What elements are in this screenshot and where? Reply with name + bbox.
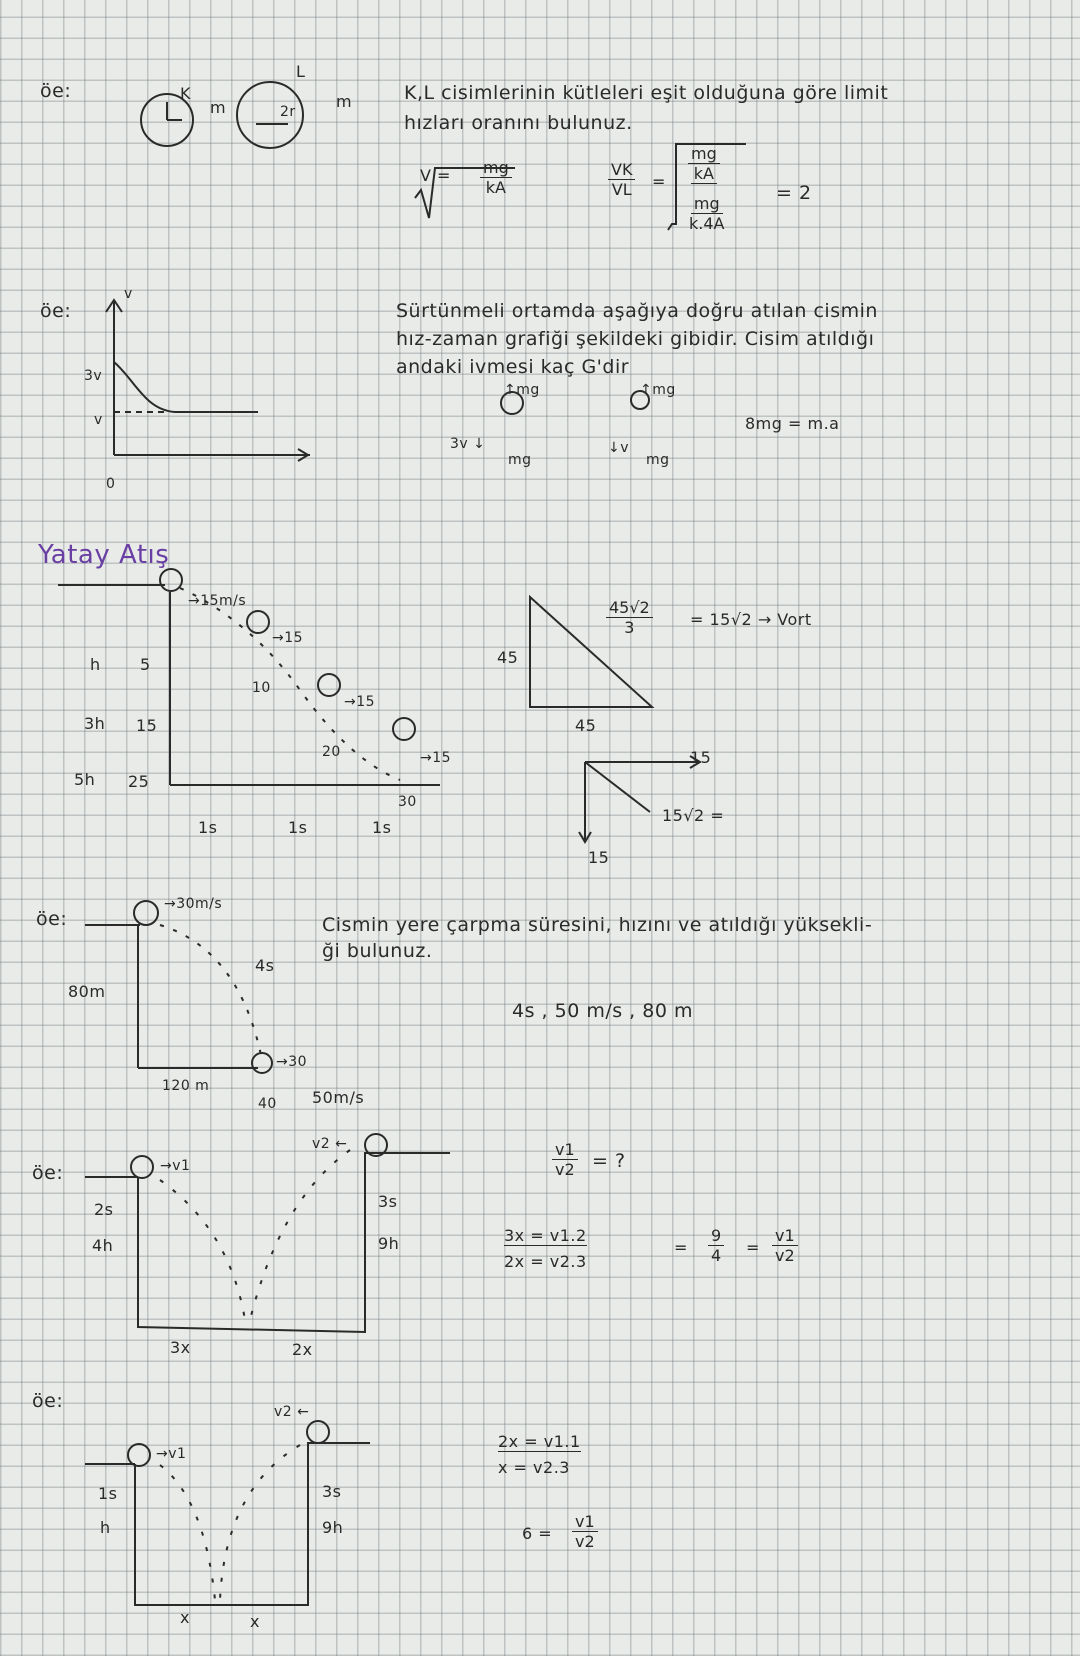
vx-label: →15 xyxy=(420,750,452,766)
ball xyxy=(160,569,182,591)
fraction xyxy=(572,1512,598,1551)
denominator: 3 xyxy=(624,618,635,637)
tick-3v: 3v xyxy=(84,368,103,384)
question-text: Cismin yere çarpma süresini, hızını ve atıldığı yüksekli- xyxy=(322,914,873,936)
example-label: öe: xyxy=(32,1162,64,1184)
velocity-curve xyxy=(114,362,258,412)
tick-0: 0 xyxy=(106,476,116,492)
fraction xyxy=(480,158,512,197)
equation: 8mg = m.a xyxy=(745,414,840,433)
vy-label: 40 xyxy=(258,1096,277,1112)
numerator: v1 xyxy=(552,1140,578,1160)
v2-label: v2 ← xyxy=(312,1136,348,1152)
numerator: 45√2 xyxy=(606,598,653,618)
numerator: 9 xyxy=(708,1226,724,1246)
numerator: v1 xyxy=(572,1512,598,1532)
numerator: v1 xyxy=(772,1226,798,1246)
force-down: mg xyxy=(646,452,670,468)
k-mass: m xyxy=(210,98,227,117)
numerator: mg xyxy=(688,144,720,164)
denominator: VL xyxy=(611,180,632,199)
vector-y-label: 15 xyxy=(588,848,610,867)
initial-speed: →15m/s xyxy=(188,593,247,609)
example-label: öe: xyxy=(32,1390,64,1412)
question-text: andaki ivmesi kaç G'dir xyxy=(396,356,630,378)
velocity-label: ↓v xyxy=(608,440,630,456)
equation: = 15√2 → Vort xyxy=(690,610,812,629)
fraction xyxy=(552,1140,578,1179)
ball xyxy=(252,1053,272,1073)
fraction xyxy=(708,1226,724,1265)
force-up: ↑mg xyxy=(640,382,676,398)
denominator: kA xyxy=(691,164,717,184)
inner-fraction xyxy=(688,144,720,184)
question-text: hızları oranını bulunuz. xyxy=(404,112,633,134)
distance-label: 15 xyxy=(136,716,158,735)
height-label: 3h xyxy=(84,714,106,733)
numerator: VK xyxy=(608,160,635,180)
equation: x = v2.3 xyxy=(498,1458,570,1477)
question-text: Sürtünmeli ortamda aşağıya doğru atılan cismin xyxy=(396,300,878,322)
triangle-side: 45 xyxy=(497,648,519,667)
height-label: 9h xyxy=(322,1518,344,1537)
velocity-label: 3v ↓ xyxy=(450,436,486,452)
question: = ? xyxy=(592,1150,626,1172)
inner-fraction xyxy=(686,194,727,233)
denominator: 4 xyxy=(711,1246,722,1265)
trajectory xyxy=(160,925,262,1060)
time-label: 3s xyxy=(322,1482,342,1501)
ball xyxy=(247,611,269,633)
trajectory xyxy=(180,588,400,780)
distance-label: 25 xyxy=(128,772,150,791)
equation: 3x = v1.2 xyxy=(504,1226,587,1245)
time-label: 2s xyxy=(94,1200,114,1219)
equals: = xyxy=(746,1238,760,1257)
force-up: ↑mg xyxy=(504,382,540,398)
denominator: k.4A xyxy=(689,214,725,233)
l-label: L xyxy=(296,62,306,81)
distance-label: x xyxy=(250,1612,260,1631)
vec-r xyxy=(585,762,650,812)
time-label: 1s xyxy=(198,818,218,837)
example-label: öe: xyxy=(40,80,72,102)
time-label: 1s xyxy=(98,1484,118,1503)
denominator: kA xyxy=(485,178,506,197)
result: 6 = xyxy=(522,1524,553,1543)
formula-v: V = xyxy=(420,166,451,185)
numerator: mg xyxy=(691,194,723,214)
distance-label: x xyxy=(180,1608,190,1627)
vx-label: →15 xyxy=(344,694,376,710)
force-down: mg xyxy=(508,452,532,468)
trajectories xyxy=(160,1445,300,1600)
fraction xyxy=(772,1226,798,1265)
height-label: 5h xyxy=(74,770,96,789)
distance-label: 5 xyxy=(140,655,151,674)
distance-label: 2x xyxy=(292,1340,313,1359)
time-label: 4s xyxy=(255,956,275,975)
numerator: mg xyxy=(480,158,512,178)
equals: = xyxy=(674,1238,688,1257)
vector-x-label: 15 xyxy=(690,748,712,767)
height-label: h xyxy=(90,655,101,674)
denominator: v2 xyxy=(575,1532,595,1551)
answer: 4s , 50 m/s , 80 m xyxy=(512,1000,693,1022)
height-label: 9h xyxy=(378,1234,400,1253)
vy-label: 20 xyxy=(322,744,341,760)
height-label: 4h xyxy=(92,1236,114,1255)
terrain xyxy=(138,1153,450,1332)
vy-label: 30 xyxy=(398,794,417,810)
v1-label: →v1 xyxy=(160,1158,191,1174)
vector-result-label: 15√2 = xyxy=(662,806,725,825)
vy-label: 10 xyxy=(252,680,271,696)
l-mass: m xyxy=(336,92,353,111)
time-label: 1s xyxy=(288,818,308,837)
example-label: öe: xyxy=(40,300,72,322)
distance-label: 3x xyxy=(170,1338,191,1357)
denominator: v2 xyxy=(775,1246,795,1265)
equals: = xyxy=(652,172,666,191)
time-label: 1s xyxy=(372,818,392,837)
triangle-base: 45 xyxy=(575,716,597,735)
final-speed: 50m/s xyxy=(312,1088,365,1107)
trajectories xyxy=(160,1150,350,1320)
v1-label: →v1 xyxy=(156,1446,187,1462)
initial-speed: →30m/s xyxy=(164,896,223,912)
range-label: 120 m xyxy=(162,1078,210,1094)
vx-label: →30 xyxy=(276,1054,308,1070)
ball xyxy=(318,674,340,696)
vx-label: →15 xyxy=(272,630,304,646)
equation: 2x = v1.1 xyxy=(498,1432,581,1451)
section-heading: Yatay Atış xyxy=(38,540,170,570)
ratio-fraction xyxy=(608,160,635,199)
question-text: ği bulunuz. xyxy=(322,940,433,962)
height-label: 80m xyxy=(68,982,106,1001)
example-label: öe: xyxy=(36,908,68,930)
v2-label: v2 ← xyxy=(274,1404,310,1420)
ball xyxy=(307,1421,329,1443)
ball xyxy=(393,718,415,740)
fraction xyxy=(606,598,653,637)
tick-v: v xyxy=(94,412,103,428)
height-label: h xyxy=(100,1518,111,1537)
k-label: K xyxy=(180,84,191,103)
denominator: v2 xyxy=(555,1160,575,1179)
l-radius: 2r xyxy=(280,104,296,120)
question-text: K,L cisimlerinin kütleleri eşit olduğuna göre limit xyxy=(404,82,889,104)
result: = 2 xyxy=(776,182,812,204)
question-text: hız-zaman grafiği şekildeki gibidir. Cisim atıldığı xyxy=(396,328,875,350)
equation: 2x = v2.3 xyxy=(504,1252,587,1271)
ball xyxy=(131,1156,153,1178)
ball xyxy=(134,901,158,925)
time-label: 3s xyxy=(378,1192,398,1211)
axis-label-v: v xyxy=(124,286,133,302)
ball xyxy=(128,1444,150,1466)
